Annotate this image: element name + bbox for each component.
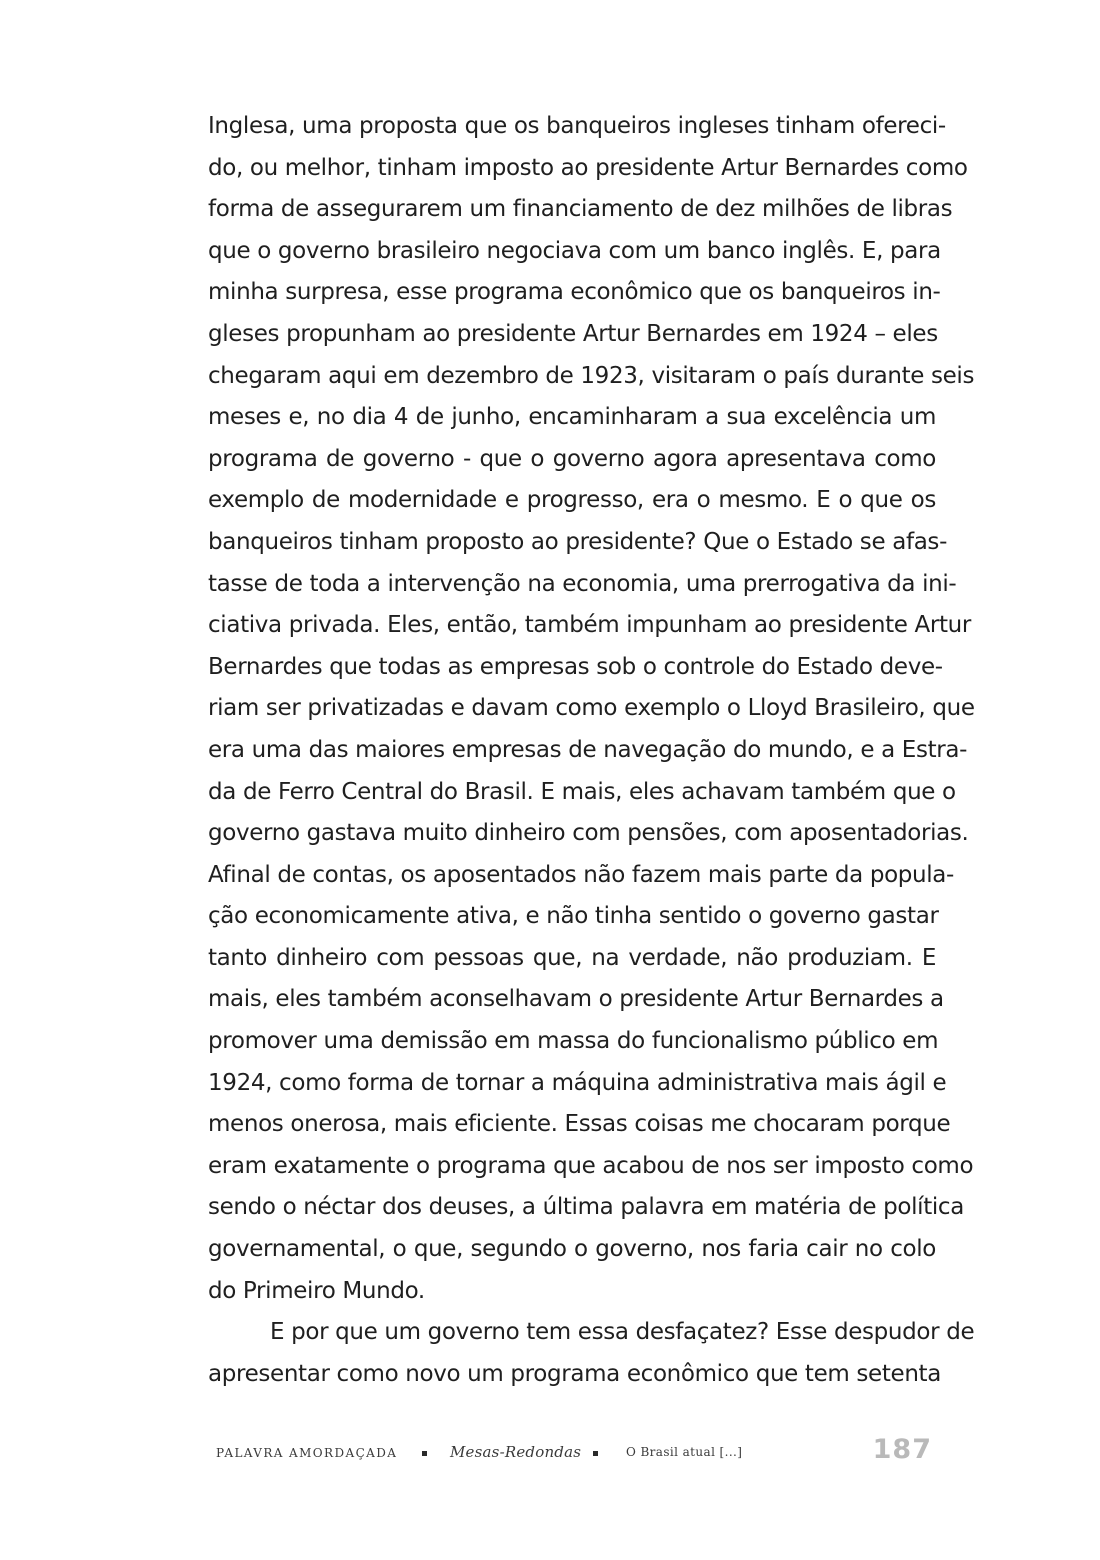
text-line: que o governo brasileiro negociava com um banco inglês. E, para	[208, 237, 941, 264]
text-line: 1924, como forma de tornar a máquina administrativa mais ágil e	[208, 1069, 947, 1096]
text-line: meses e, no dia 4 de junho, encaminharam a sua excelência um	[208, 404, 936, 431]
text-line: governo gastava muito dinheiro com pensões, com aposentadorias.	[208, 820, 969, 847]
text-line: Afinal de contas, os aposentados não fazem mais parte da popula-	[208, 861, 955, 888]
text-line: menos onerosa, mais eficiente. Essas coisas me chocaram porque	[208, 1111, 951, 1138]
footer-volume-title: O Brasil atual [...]	[626, 1445, 743, 1459]
text-line: Inglesa, uma proposta que os banqueiros ingleses tinham ofereci-	[208, 113, 946, 139]
text-line: sendo o néctar dos deuses, a última palavra em matéria de política	[208, 1194, 964, 1221]
text-line: Bernardes que todas as empresas sob o controle do Estado deve-	[208, 653, 943, 680]
body-text	[208, 106, 975, 1395]
text-line: exemplo de modernidade e progresso, era o mesmo. E o que os	[208, 487, 936, 514]
paragraph-2	[208, 1312, 975, 1395]
text-line: banqueiros tinham proposto ao presidente? Que o Estado se afas-	[208, 528, 948, 555]
text-line: era uma das maiores empresas de navegação do mundo, e a Estra-	[208, 736, 968, 763]
footer-bullet-icon	[422, 1451, 427, 1456]
text-line: do Primeiro Mundo.	[208, 1277, 425, 1304]
text-line: da de Ferro Central do Brasil. E mais, eles achavam também que o	[208, 778, 956, 805]
text-line: minha surpresa, esse programa econômico que os banqueiros in-	[208, 279, 941, 306]
text-line: E por que um governo tem essa desfaçatez? Esse despudor de	[270, 1319, 975, 1346]
page-footer	[216, 1434, 936, 1468]
text-line: forma de assegurarem um financiamento de dez milhões de libras	[208, 196, 953, 223]
text-line: apresentar como novo um programa econômico que tem setenta	[208, 1360, 941, 1387]
text-line: mais, eles também aconselhavam o presidente Artur Bernardes a	[208, 986, 944, 1013]
text-line: chegaram aqui em dezembro de 1923, visitaram o país durante seis	[208, 362, 975, 389]
text-line: promover uma demissão em massa do funcionalismo público em	[208, 1028, 939, 1055]
text-line: tanto dinheiro com pessoas que, na verdade, não produziam. E	[208, 944, 936, 971]
text-line: programa de governo - que o governo agora apresentava como	[208, 445, 936, 472]
footer-series-title: PALAVRA AMORDAÇADA	[216, 1446, 398, 1460]
text-line: governamental, o que, segundo o governo, nos faria cair no colo	[208, 1236, 936, 1263]
footer-collection-title: Mesas-Redondas	[450, 1443, 582, 1461]
text-line: eram exatamente o programa que acabou de nos ser imposto como	[208, 1152, 974, 1179]
paragraph-1	[208, 106, 975, 1312]
footer-bullet-icon	[593, 1451, 598, 1456]
text-line: riam ser privatizadas e davam como exemplo o Lloyd Brasileiro, que	[208, 695, 975, 722]
text-line: gleses propunham ao presidente Artur Bernardes em 1924 – eles	[208, 320, 938, 347]
text-line: ciativa privada. Eles, então, também impunham ao presidente Artur	[208, 612, 972, 639]
text-line: tasse de toda a intervenção na economia, uma prerrogativa da ini-	[208, 570, 957, 597]
text-line: ção economicamente ativa, e não tinha sentido o governo gastar	[208, 903, 939, 930]
text-line: do, ou melhor, tinham imposto ao presidente Artur Bernardes como	[208, 154, 968, 181]
page-number: 187	[872, 1434, 932, 1465]
